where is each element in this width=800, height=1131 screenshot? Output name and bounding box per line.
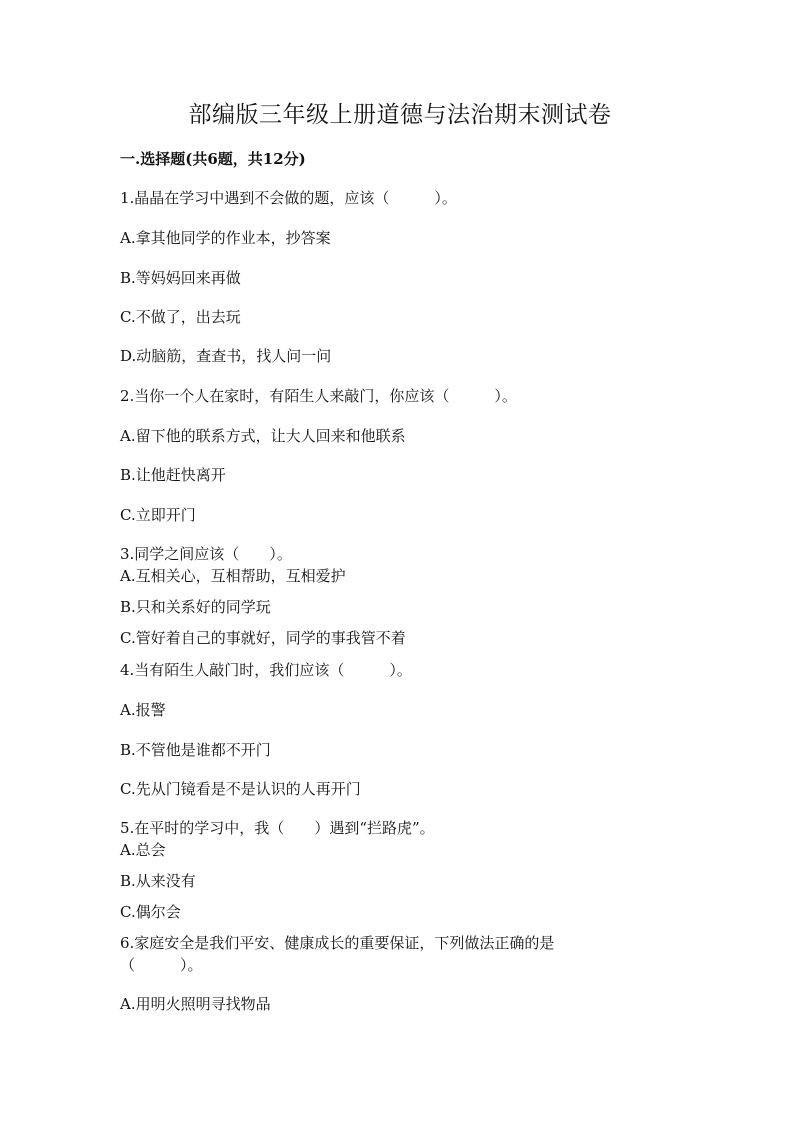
- question-6-stem: 6.家庭安全是我们平安、健康成长的重要保证，下列做法正确的是: [120, 934, 555, 952]
- question-2-option-a: A.留下他的联系方式，让大人回来和他联系: [120, 427, 406, 445]
- question-6-option-a: A.用明火照明寻找物品: [120, 995, 271, 1013]
- question-2-option-b: B.让他赶快离开: [120, 466, 226, 484]
- question-6-stem-continued: （ ）。: [120, 956, 203, 974]
- question-5-stem: 5.在平时的学习中，我（ ）遇到“拦路虎”。: [120, 819, 435, 837]
- question-3-option-a: A.互相关心，互相帮助，互相爱护: [120, 567, 346, 585]
- question-1-option-b: B.等妈妈回来再做: [120, 269, 241, 287]
- question-3-stem: 3.同学之间应该（ ）。: [120, 545, 292, 563]
- question-4-option-a: A.报警: [120, 701, 166, 719]
- question-3-option-c: C.管好着自己的事就好，同学的事我管不着: [120, 629, 406, 647]
- question-3-option-b: B.只和关系好的同学玩: [120, 598, 271, 616]
- section-heading: 一.选择题(共6题，共12分): [120, 150, 306, 168]
- question-5-option-a: A.总会: [120, 841, 166, 859]
- page-title: 部编版三年级上册道德与法治期末测试卷: [188, 102, 612, 128]
- question-4-option-c: C.先从门镜看是不是认识的人再开门: [120, 780, 361, 798]
- question-5-option-b: B.从来没有: [120, 872, 196, 890]
- question-5-option-c: C.偶尔会: [120, 903, 181, 921]
- question-4-option-b: B.不管他是谁都不开门: [120, 741, 271, 759]
- question-2-option-c: C.立即开门: [120, 506, 196, 524]
- question-2-stem: 2.当你一个人在家时，有陌生人来敲门，你应该（ ）。: [120, 387, 517, 405]
- question-1-option-a: A.拿其他同学的作业本，抄答案: [120, 229, 331, 247]
- question-1-option-c: C.不做了，出去玩: [120, 308, 241, 326]
- question-4-stem: 4.当有陌生人敲门时，我们应该（ ）。: [120, 661, 412, 679]
- question-1-stem: 1.晶晶在学习中遇到不会做的题，应该（ ）。: [120, 189, 457, 207]
- question-1-option-d: D.动脑筋，查查书，找人问一问: [120, 347, 332, 365]
